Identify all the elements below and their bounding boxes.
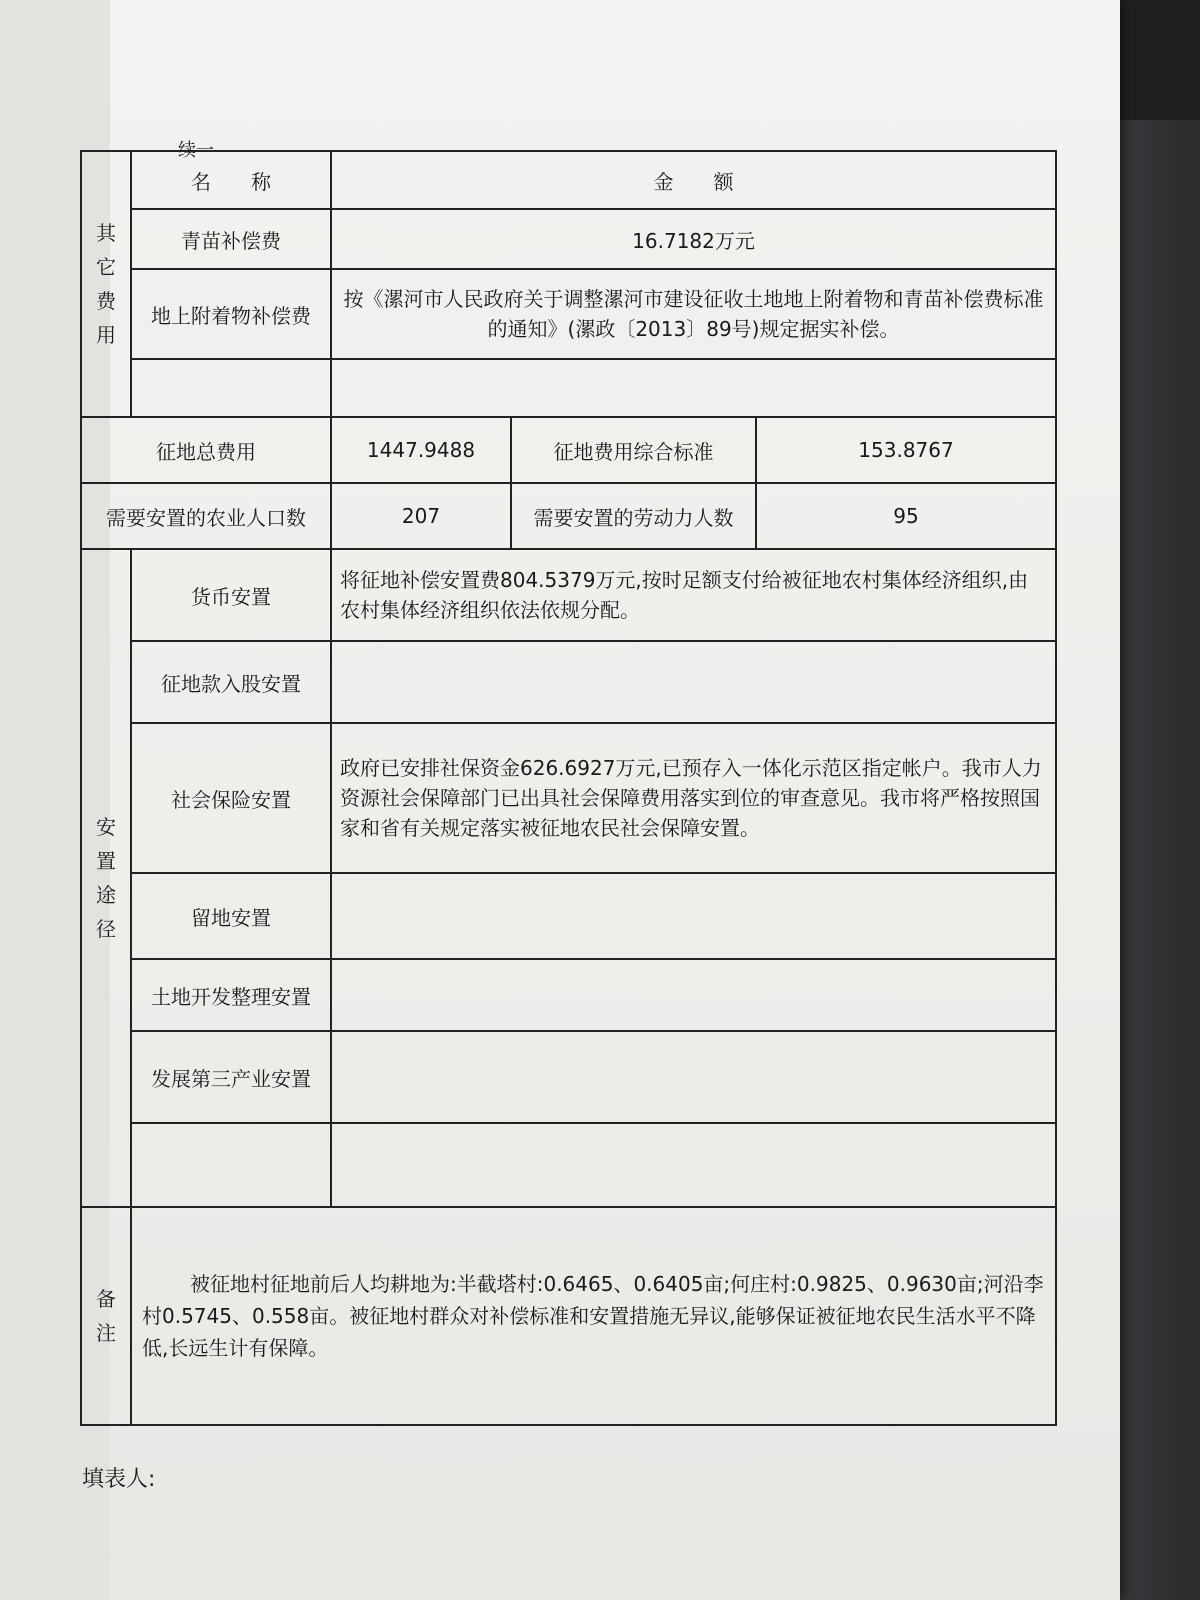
resettlement-content-tertiary-industry [331,1031,1056,1123]
resettlement-name-cash: 货币安置 [131,549,331,641]
fee-name-attachments: 地上附着物补偿费 [131,269,331,359]
resettlement-name-empty [131,1123,331,1207]
resettlement-content-equity [331,641,1056,723]
column-header-name: 名 称 [131,151,331,209]
standard-cost-value: 153.8767 [756,417,1056,483]
resettlement-content-social-insurance: 政府已安排社保资金626.6927万元,已预存入一体化示范区指定帐户。我市人力资源社会保障部门已出具社会保障费用落实到位的审查意见。我市将严格按照国家和省有关规定落实被征地农民社会保障安置。 [331,723,1056,873]
resettlement-content-land-development [331,959,1056,1031]
fee-name-empty [131,359,331,417]
standard-cost-label: 征地费用综合标准 [511,417,756,483]
fee-amount-seedling: 16.7182万元 [331,209,1056,269]
fee-amount-empty [331,359,1056,417]
labor-count-value: 95 [756,483,1056,549]
agri-population-label: 需要安置的农业人口数 [81,483,331,549]
fee-name-seedling: 青苗补偿费 [131,209,331,269]
resettlement-name-tertiary-industry: 发展第三产业安置 [131,1031,331,1123]
fee-amount-attachments: 按《漯河市人民政府关于调整漯河市建设征收土地地上附着物和青苗补偿费标准的通知》(漯政〔2013〕89号)规定据实补偿。 [331,269,1056,359]
resettlement-name-reserved-land: 留地安置 [131,873,331,959]
agri-population-value: 207 [331,483,511,549]
other-fees-group-label: 其 它 费 用 [81,151,131,417]
form-filler-label: 填表人: [82,1467,156,1492]
resettlement-name-land-development: 土地开发整理安置 [131,959,331,1031]
labor-count-label: 需要安置的劳动力人数 [511,483,756,549]
continuation-label: 续一 [178,140,214,161]
resettlement-content-empty [331,1123,1056,1207]
resettlement-content-reserved-land [331,873,1056,959]
land-acquisition-form [80,150,1057,1426]
resettlement-group-label: 安 置 途 径 [81,549,131,1207]
remarks-label: 备 注 [81,1207,131,1425]
total-cost-label: 征地总费用 [81,417,331,483]
resettlement-name-equity: 征地款入股安置 [131,641,331,723]
resettlement-name-social-insurance: 社会保险安置 [131,723,331,873]
total-cost-value: 1447.9488 [331,417,511,483]
column-header-amount: 金 额 [331,151,1056,209]
resettlement-content-cash: 将征地补偿安置费804.5379万元,按时足额支付给被征地农村集体经济组织,由农村集体经济组织依法依规分配。 [331,549,1056,641]
remarks-text: 被征地村征地前后人均耕地为:半截塔村:0.6465、0.6405亩;何庄村:0.9825、0.9630亩;河沿李村0.5745、0.558亩。被征地村群众对补偿标准和安置措施无异议,能够保证被征地农民生活水平不降低,长远生计有保障。 [131,1207,1056,1425]
